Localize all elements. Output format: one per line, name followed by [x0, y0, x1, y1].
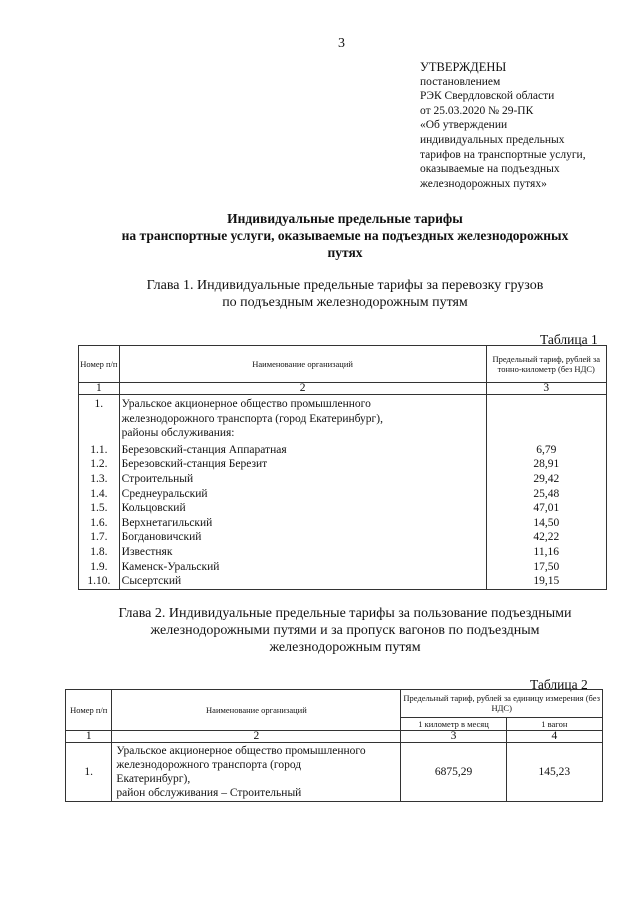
- row-num: 1.7.: [90, 531, 108, 544]
- approval-line: индивидуальных предельных: [420, 133, 565, 146]
- approval-block: [420, 60, 586, 191]
- table-row: [66, 743, 603, 802]
- title-line: Индивидуальные предельные тарифы: [227, 211, 463, 226]
- org-name-line: Уральское акционерное общество промышленного: [121, 398, 371, 410]
- header-org: Наименование организаций: [112, 690, 401, 731]
- tariff-value: 42,22: [533, 531, 560, 544]
- tariff-value: 25,48: [533, 487, 560, 500]
- header-org: Наименование организаций: [119, 346, 486, 383]
- chapter-2-line: Глава 2. Индивидуальные предельные тарифы за пользование подъездными: [118, 606, 572, 621]
- row-num: 1.8.: [90, 545, 108, 558]
- org-name-line: железнодорожного транспорта (город: [116, 759, 302, 771]
- district-name: Известняк: [121, 545, 173, 558]
- district-name: Среднеуральский: [121, 487, 208, 500]
- title-line: на транспортные услуги, оказываемые на подъездных железнодорожных: [121, 228, 569, 243]
- col-index: 1: [66, 731, 112, 743]
- table-row-main: [79, 395, 607, 441]
- col-index: 3: [401, 731, 506, 743]
- chapter-2-line: железнодорожными путями и за пропуск вагонов по подъездным: [150, 623, 540, 638]
- table-row-districts: [79, 441, 607, 589]
- col-index: 4: [506, 731, 602, 743]
- table-1-caption: Таблица 1: [540, 332, 598, 347]
- chapter-2-heading: [60, 605, 630, 656]
- row-num: 1.2.: [90, 458, 108, 471]
- header-tariff: Предельный тариф, рублей за единицу измерения (без НДС): [401, 690, 603, 718]
- tariff-value: 14,50: [533, 516, 560, 529]
- col-index: 2: [119, 383, 486, 395]
- row-num: 1.3.: [90, 472, 108, 485]
- org-name-line: районы обслуживания:: [121, 427, 235, 440]
- district-name: Сысертский: [121, 575, 182, 588]
- header-per-wagon: 1 вагон: [506, 717, 602, 730]
- approval-line: железнодорожных путях»: [420, 177, 547, 190]
- row-num: 1.: [66, 743, 112, 802]
- row-num: 1.: [94, 398, 104, 410]
- tariff-value: 47,01: [533, 502, 560, 515]
- tariff-value: 29,42: [533, 472, 560, 485]
- tariff-per-km: 6875,29: [401, 743, 506, 802]
- approval-line: постановлением: [420, 75, 501, 88]
- district-name: Березовский-станция Березит: [121, 458, 268, 471]
- tariff-per-wagon: 145,23: [506, 743, 602, 802]
- district-name: Богдановичский: [121, 531, 202, 544]
- chapter-1-line: Глава 1. Индивидуальные предельные тарифы за перевозку грузов: [146, 278, 544, 293]
- tariff-table-1: [78, 345, 607, 590]
- district-name: Березовский-станция Аппаратная: [121, 443, 287, 456]
- tariff-table-2: [65, 689, 603, 802]
- row-num: 1.5.: [90, 502, 108, 515]
- table-2-caption: Таблица 2: [530, 677, 588, 692]
- approval-line: «Об утверждении: [420, 119, 508, 132]
- col-index: 2: [112, 731, 401, 743]
- header-tariff: Предельный тариф, рублей за тонно-километр (без НДС): [486, 346, 606, 383]
- row-num: 1.10.: [87, 575, 111, 588]
- header-num: Номер п/п: [79, 346, 120, 383]
- header-num: Номер п/п: [66, 690, 112, 731]
- header-per-km: 1 километр в месяц: [401, 717, 506, 730]
- district-name: Верхнетагильский: [121, 516, 213, 529]
- tariff-value: 6,79: [536, 443, 557, 456]
- district-name: Каменск-Уральский: [121, 560, 220, 573]
- tariff-value: 28,91: [533, 458, 560, 471]
- district-name: Кольцовский: [121, 502, 186, 515]
- col-index: 1: [79, 383, 120, 395]
- col-index: 3: [486, 383, 606, 395]
- org-name-line: Уральское акционерное общество промышленного: [116, 745, 366, 757]
- district-name: Строительный: [121, 472, 194, 485]
- title-line: путях: [327, 245, 363, 260]
- org-name-line: Екатеринбург),: [116, 773, 191, 785]
- document-title: [60, 210, 630, 261]
- tariff-value: 19,15: [533, 575, 560, 588]
- approval-line: оказываемые на подъездных: [420, 163, 560, 176]
- row-num: 1.6.: [90, 516, 108, 529]
- row-num: 1.1.: [90, 443, 108, 456]
- chapter-1-heading: [60, 277, 630, 311]
- approval-line: тарифов на транспортные услуги,: [420, 148, 586, 161]
- tariff-value: 17,50: [533, 560, 560, 573]
- row-num: 1.4.: [90, 487, 108, 500]
- chapter-1-line: по подъездным железнодорожным путям: [222, 295, 468, 310]
- chapter-2-line: железнодорожным путям: [269, 640, 421, 655]
- org-name-line: железнодорожного транспорта (город Екатеринбург),: [121, 412, 383, 425]
- row-num: 1.9.: [90, 560, 108, 573]
- org-name-line: район обслуживания – Строительный: [116, 787, 302, 799]
- approval-line: РЭК Свердловской области: [420, 90, 555, 103]
- page-number: 3: [338, 36, 345, 51]
- tariff-value: 11,16: [533, 545, 559, 558]
- approval-line: от 25.03.2020 № 29-ПК: [420, 104, 534, 117]
- approval-heading: УТВЕРЖДЕНЫ: [420, 60, 507, 74]
